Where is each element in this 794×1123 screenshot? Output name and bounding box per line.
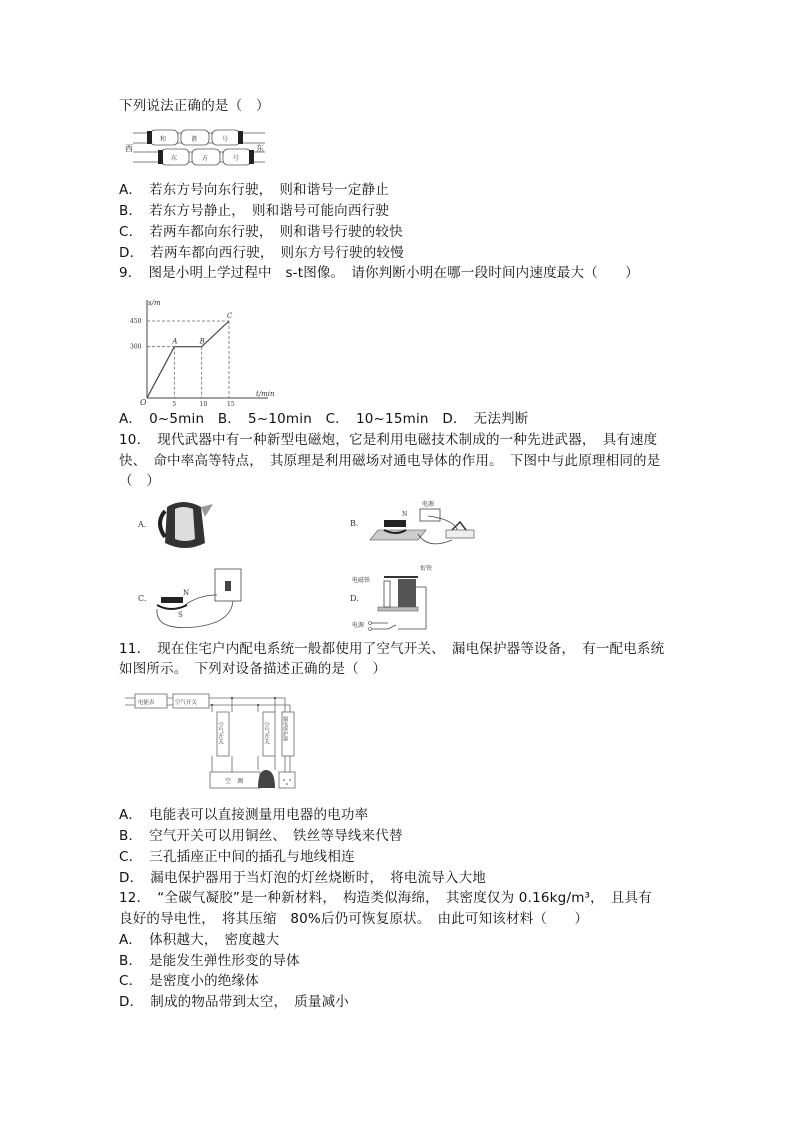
fig-d-armature-label: 衔铁 — [420, 565, 433, 572]
q12-option-c: C． 是密度小的绝缘体 — [119, 973, 259, 989]
train-top-car-2: 谐 — [191, 136, 198, 143]
lamp-icon — [258, 770, 275, 788]
train-bottom-car-2: 方 — [202, 155, 209, 162]
q11-option-a: A． 电能表可以直接测量用电器的电功率 — [119, 807, 369, 823]
branch-air-switch-2-label: 空气开关 — [263, 722, 269, 744]
train-figure — [125, 125, 265, 170]
fig-c-s-label: S — [178, 611, 183, 619]
q11-stem-line-2: 如图所示。 下列对设备描述正确的是（ ） — [119, 661, 387, 677]
x-axis-label: t/min — [256, 390, 275, 398]
socket-icon — [279, 772, 295, 788]
distribution-circuit-figure — [125, 692, 335, 792]
fig-d-label: D. — [350, 594, 359, 603]
main-air-switch-label: 空气开关 — [175, 700, 198, 706]
y-tick-label: 300 — [130, 343, 142, 351]
train-top-car-3: 号 — [222, 136, 229, 143]
y-axis-label: s/m — [148, 299, 161, 307]
option-a-kettle-figure — [135, 495, 225, 555]
east-label: 东 — [256, 144, 264, 153]
origin-label: O — [140, 398, 147, 406]
q10-stem-line-1: 10． 现代武器中有一种新型电磁炮，它是利用电磁技术制成的一种先进武器， 具有速度 — [119, 432, 658, 448]
q8-option-c: C． 若两车都向东行驶， 则和谐号行驶的较快 — [119, 224, 403, 240]
q9-options: A． 0~5min B． 5~10min C． 10~15min D． 无法判断 — [119, 411, 529, 427]
branch-air-switch-1-label: 空气开关 — [217, 722, 223, 744]
q12-option-d: D． 制成的物品带到太空， 质量减小 — [119, 994, 349, 1010]
option-c-generator-experiment-figure — [135, 565, 245, 635]
q11-stem-line-1: 11． 现在住宅户内配电系统一般都使用了空气开关、 漏电保护器等设备， 有一配电系统 — [119, 641, 665, 657]
fig-b-label: B. — [350, 519, 359, 528]
q12-option-b: B． 是能发生弹性形变的导体 — [119, 953, 300, 969]
q11-option-c: C． 三孔插座正中间的插孔与地线相连 — [119, 849, 355, 865]
x-tick-label: 5 — [172, 401, 177, 406]
q11-option-b: B． 空气开关可以用铜丝、 铁丝等导线来代替 — [119, 828, 403, 844]
s-t-line — [147, 321, 229, 398]
q10-stem-line-2: 快、 命中率高等特点， 其原理是利用磁场对通电导体的作用。 下图中与此原理相同的是 — [119, 453, 661, 469]
option-b-motor-experiment-figure — [348, 500, 478, 550]
fig-d-electromagnet-label: 电磁铁 — [352, 577, 371, 584]
fig-b-power-label: 电源 — [422, 501, 435, 508]
fig-b-n-label: N — [402, 511, 408, 518]
s-t-graph — [128, 296, 288, 406]
train-bottom-car-3: 号 — [233, 155, 240, 162]
q12-stem-line-1: 12． “全碳气凝胶”是一种新材料， 构造类似海绵， 其密度仅为 0.16kg/m³， 且具有 — [119, 890, 652, 906]
train-top-car-1: 和 — [160, 136, 167, 143]
leakage-protector-label: 漏电保护器 — [282, 716, 288, 741]
point-label-C: C — [227, 312, 233, 320]
q12-option-a: A． 体积越大， 密度越大 — [119, 932, 280, 948]
q12-stem-line-2: 良好的导电性， 将其压缩 80%后仍可恢复原状。 由此可知该材料（ ） — [119, 911, 589, 927]
option-d-electromagnetic-relay-figure — [348, 565, 468, 640]
q8-option-d: D． 若两车都向西行驶， 则东方号行驶的较慢 — [119, 245, 404, 261]
fig-c-label: C. — [138, 594, 147, 603]
point-label-A: A — [172, 337, 178, 346]
q10-stem-line-3: （ ） — [119, 473, 161, 489]
q8-option-b: B． 若东方号静止， 则和谐号可能向西行驶 — [119, 203, 389, 219]
q8-stem: 下列说法正确的是（ ） — [119, 98, 270, 114]
air-conditioner-label: 空 调 — [225, 778, 244, 785]
fig-c-n-label: N — [183, 589, 190, 597]
x-tick-label: 15 — [227, 401, 235, 406]
meter-label: 电能表 — [138, 700, 155, 706]
q11-option-d: D． 漏电保护器用于当灯泡的灯丝烧断时， 将电流导入大地 — [119, 870, 486, 886]
q9-stem: 9． 图是小明上学过程中 s-t图像。 请你判断小明在哪一段时间内速度最大（ ） — [119, 265, 639, 281]
x-tick-label: 10 — [199, 401, 208, 406]
west-label: 西 — [125, 144, 133, 153]
train-bottom-car-1: 东 — [171, 155, 178, 162]
y-tick-label: 450 — [130, 318, 142, 325]
point-label-B: B — [199, 337, 205, 346]
q8-option-a: A． 若东方号向东行驶， 则和谐号一定静止 — [119, 182, 389, 198]
fig-d-power-label: 电源 — [352, 622, 365, 629]
fig-a-label: A. — [138, 520, 147, 529]
